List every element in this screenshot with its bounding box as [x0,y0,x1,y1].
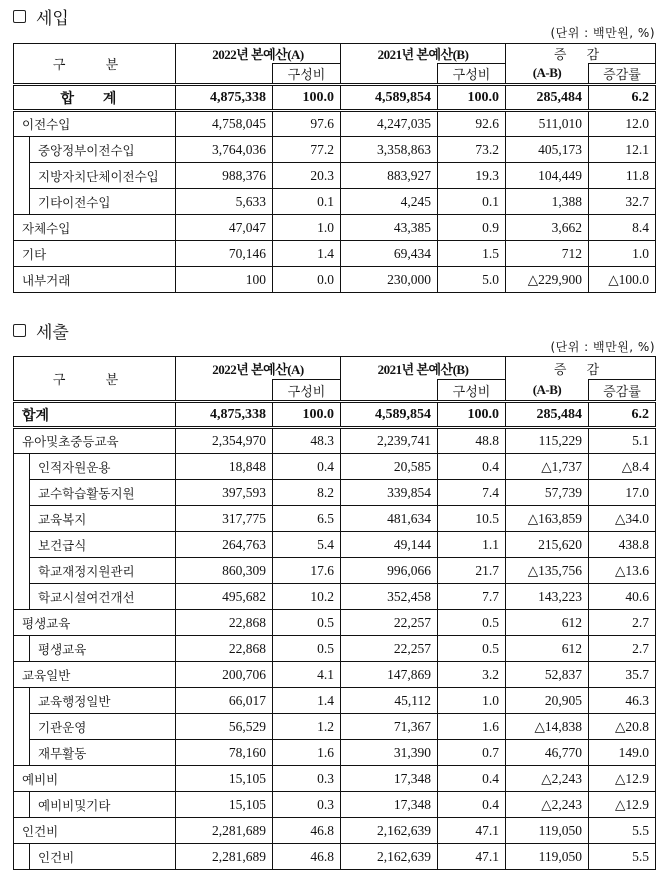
cell-rate: △12.9 [589,766,656,792]
cell-a: 988,376 [176,163,273,189]
indent-spacer [14,506,30,532]
cell-a: 66,017 [176,688,273,714]
cell-a-share: 6.5 [273,506,341,532]
total-a: 4,875,338 [176,85,273,111]
cell-rate: 8.4 [589,215,656,241]
cell-b-share: 0.9 [438,215,506,241]
cell-b: 22,257 [341,636,438,662]
cell-rate: 149.0 [589,740,656,766]
cell-b-share: 10.5 [438,506,506,532]
cell-a-share: 1.4 [273,241,341,267]
cell-rate: 5.1 [589,428,656,454]
table-row [14,584,656,610]
cell-a-share: 0.5 [273,636,341,662]
cell-b: 20,585 [341,454,438,480]
cell-b-share: 0.7 [438,740,506,766]
header-2021-amount [341,380,438,402]
total-b-share: 100.0 [438,402,506,428]
cell-diff: △135,756 [506,558,589,584]
cell-b-share: 7.7 [438,584,506,610]
cell-b-share: 7.4 [438,480,506,506]
cell-b: 3,358,863 [341,137,438,163]
cell-a-share: 97.6 [273,111,341,137]
cell-a-share: 46.8 [273,844,341,870]
cell-a: 2,281,689 [176,844,273,870]
cell-a: 860,309 [176,558,273,584]
cell-a: 56,529 [176,714,273,740]
cell-a-share: 0.4 [273,454,341,480]
total-a-share: 100.0 [273,85,341,111]
indent-spacer [14,844,30,870]
table-row [14,818,656,844]
expenditure-unit-note: (단위 : 백만원, %) [550,340,655,354]
cell-a: 2,281,689 [176,818,273,844]
cell-diff: 119,050 [506,844,589,870]
table-row [14,163,656,189]
table-row [14,558,656,584]
total-rate: 6.2 [589,402,656,428]
row-label: 예비비 [14,766,176,792]
header-2021-share: 구성비 [438,380,506,402]
cell-rate: △12.9 [589,792,656,818]
row-label: 내부거래 [14,267,176,293]
cell-a-share: 0.0 [273,267,341,293]
row-label: 인적자원운용 [30,454,176,480]
cell-a-share: 1.2 [273,714,341,740]
indent-spacer [14,740,30,766]
cell-diff: 612 [506,610,589,636]
cell-b-share: 92.6 [438,111,506,137]
header-diff: (A-B) [506,64,589,85]
cell-diff: 712 [506,241,589,267]
cell-b: 4,245 [341,189,438,215]
checkbox-square-icon [13,10,26,23]
total-row [14,85,656,111]
header-2021-amount [341,64,438,85]
table-row [14,714,656,740]
cell-b-share: 0.4 [438,766,506,792]
cell-rate: 1.0 [589,241,656,267]
cell-b-share: 19.3 [438,163,506,189]
row-label: 지방자치단체이전수입 [30,163,176,189]
cell-b: 31,390 [341,740,438,766]
cell-rate: 46.3 [589,688,656,714]
cell-diff: 612 [506,636,589,662]
cell-diff: △14,838 [506,714,589,740]
cell-diff: 46,770 [506,740,589,766]
total-label: 합계 [14,402,176,428]
cell-rate: △8.4 [589,454,656,480]
row-label: 학교시설여건개선 [30,584,176,610]
row-label: 평생교육 [30,636,176,662]
cell-b-share: 0.4 [438,454,506,480]
cell-a-share: 5.4 [273,532,341,558]
revenue-section-title [13,4,69,29]
header-change: 증 감 [506,44,656,64]
row-label: 인건비 [14,818,176,844]
cell-diff: 511,010 [506,111,589,137]
indent-spacer [14,584,30,610]
row-label: 기관운영 [30,714,176,740]
cell-b: 49,144 [341,532,438,558]
cell-diff: 143,223 [506,584,589,610]
cell-a: 317,775 [176,506,273,532]
row-label: 학교재정지원관리 [30,558,176,584]
indent-spacer [14,480,30,506]
table-row [14,506,656,532]
total-row [14,402,656,428]
indent-spacer [14,163,30,189]
cell-a: 100 [176,267,273,293]
cell-a: 22,868 [176,610,273,636]
indent-spacer [14,137,30,163]
cell-rate: 2.7 [589,636,656,662]
cell-rate: 11.8 [589,163,656,189]
cell-diff: △2,243 [506,766,589,792]
table-row [14,636,656,662]
cell-b: 22,257 [341,610,438,636]
cell-b-share: 21.7 [438,558,506,584]
total-a-share: 100.0 [273,402,341,428]
cell-diff: 104,449 [506,163,589,189]
cell-b: 45,112 [341,688,438,714]
cell-rate: 35.7 [589,662,656,688]
cell-rate: 12.1 [589,137,656,163]
table-row [14,844,656,870]
cell-b-share: 5.0 [438,267,506,293]
indent-spacer [14,792,30,818]
total-b: 4,589,854 [341,402,438,428]
table-row [14,241,656,267]
cell-diff: 57,739 [506,480,589,506]
row-label: 교수학습활동지원 [30,480,176,506]
table-row [14,189,656,215]
cell-a: 397,593 [176,480,273,506]
indent-spacer [14,688,30,714]
cell-diff: △163,859 [506,506,589,532]
cell-b-share: 1.6 [438,714,506,740]
row-label: 평생교육 [14,610,176,636]
cell-b: 230,000 [341,267,438,293]
cell-b: 2,162,639 [341,844,438,870]
indent-spacer [14,454,30,480]
table-row [14,688,656,714]
table-row [14,740,656,766]
cell-a-share: 4.1 [273,662,341,688]
cell-b-share: 0.5 [438,610,506,636]
total-label: 합 계 [14,85,176,111]
cell-rate: 5.5 [589,844,656,870]
cell-a: 15,105 [176,766,273,792]
cell-a-share: 20.3 [273,163,341,189]
cell-rate: △13.6 [589,558,656,584]
header-rate: 증감률 [589,64,656,85]
cell-a-share: 17.6 [273,558,341,584]
header-diff: (A-B) [506,380,589,402]
header-category: 구 분 [14,44,176,85]
cell-rate: 17.0 [589,480,656,506]
cell-a-share: 10.2 [273,584,341,610]
cell-a-share: 1.6 [273,740,341,766]
total-b-share: 100.0 [438,85,506,111]
row-label: 기타 [14,241,176,267]
cell-b: 2,239,741 [341,428,438,454]
total-diff: 285,484 [506,85,589,111]
cell-rate: 2.7 [589,610,656,636]
total-diff: 285,484 [506,402,589,428]
cell-b-share: 47.1 [438,844,506,870]
header-category: 구 분 [14,357,176,402]
cell-a-share: 0.1 [273,189,341,215]
cell-diff: △229,900 [506,267,589,293]
total-rate: 6.2 [589,85,656,111]
cell-b: 352,458 [341,584,438,610]
row-label: 중앙정부이전수입 [30,137,176,163]
cell-b: 17,348 [341,766,438,792]
table-row [14,792,656,818]
cell-diff: 3,662 [506,215,589,241]
cell-rate: 12.0 [589,111,656,137]
cell-b-share: 73.2 [438,137,506,163]
total-b: 4,589,854 [341,85,438,111]
cell-a: 495,682 [176,584,273,610]
cell-b-share: 0.1 [438,189,506,215]
cell-rate: △34.0 [589,506,656,532]
row-label: 유아및초중등교육 [14,428,176,454]
indent-spacer [14,532,30,558]
cell-diff: △2,243 [506,792,589,818]
expenditure-section-title [13,318,69,343]
cell-b: 17,348 [341,792,438,818]
cell-diff: 52,837 [506,662,589,688]
cell-a: 264,763 [176,532,273,558]
table-row [14,215,656,241]
cell-diff: 405,173 [506,137,589,163]
cell-a: 3,764,036 [176,137,273,163]
cell-a-share: 0.5 [273,610,341,636]
cell-b: 339,854 [341,480,438,506]
cell-a: 78,160 [176,740,273,766]
row-label: 교육복지 [30,506,176,532]
cell-a: 5,633 [176,189,273,215]
revenue-title-text: 세입 [36,9,69,29]
table-row [14,480,656,506]
checkbox-square-icon [13,324,26,337]
cell-b: 996,066 [341,558,438,584]
row-label: 이전수입 [14,111,176,137]
cell-a: 47,047 [176,215,273,241]
cell-a-share: 8.2 [273,480,341,506]
cell-b: 4,247,035 [341,111,438,137]
cell-b-share: 0.4 [438,792,506,818]
cell-a: 70,146 [176,241,273,267]
row-label: 예비비및기타 [30,792,176,818]
row-label: 보건급식 [30,532,176,558]
header-2021: 2021년 본예산(B) [341,357,506,380]
expenditure-title-text: 세출 [36,323,69,343]
row-label: 인건비 [30,844,176,870]
header-2021-share: 구성비 [438,64,506,85]
table-row [14,610,656,636]
table-row [14,532,656,558]
indent-spacer [14,714,30,740]
cell-rate: △20.8 [589,714,656,740]
revenue-table [13,43,656,293]
cell-b: 883,927 [341,163,438,189]
total-a: 4,875,338 [176,402,273,428]
cell-rate: 438.8 [589,532,656,558]
header-change: 증 감 [506,357,656,380]
row-label: 기타이전수입 [30,189,176,215]
cell-b-share: 47.1 [438,818,506,844]
table-row [14,454,656,480]
cell-diff: 20,905 [506,688,589,714]
cell-b: 2,162,639 [341,818,438,844]
cell-b-share: 1.1 [438,532,506,558]
cell-b: 71,367 [341,714,438,740]
cell-a-share: 0.3 [273,792,341,818]
cell-a: 15,105 [176,792,273,818]
header-2022-amount [176,380,273,402]
cell-b-share: 48.8 [438,428,506,454]
expenditure-table [13,356,656,870]
cell-rate: 40.6 [589,584,656,610]
row-label: 교육행정일반 [30,688,176,714]
cell-b-share: 0.5 [438,636,506,662]
cell-b-share: 3.2 [438,662,506,688]
cell-rate: 5.5 [589,818,656,844]
table-row [14,111,656,137]
cell-a: 22,868 [176,636,273,662]
row-label: 교육일반 [14,662,176,688]
cell-diff: △1,737 [506,454,589,480]
cell-a: 18,848 [176,454,273,480]
cell-a: 200,706 [176,662,273,688]
indent-spacer [14,558,30,584]
cell-b: 69,434 [341,241,438,267]
cell-diff: 215,620 [506,532,589,558]
header-2022-amount [176,64,273,85]
header-2022-share: 구성비 [273,64,341,85]
cell-a-share: 0.3 [273,766,341,792]
indent-spacer [14,189,30,215]
header-2022-share: 구성비 [273,380,341,402]
cell-b: 481,634 [341,506,438,532]
cell-rate: 32.7 [589,189,656,215]
table-row [14,137,656,163]
cell-a-share: 46.8 [273,818,341,844]
cell-rate: △100.0 [589,267,656,293]
cell-b-share: 1.0 [438,688,506,714]
table-row [14,267,656,293]
indent-spacer [14,636,30,662]
table-row [14,428,656,454]
header-2021: 2021년 본예산(B) [341,44,506,64]
cell-b-share: 1.5 [438,241,506,267]
row-label: 자체수입 [14,215,176,241]
cell-diff: 1,388 [506,189,589,215]
row-label: 재무활동 [30,740,176,766]
cell-diff: 119,050 [506,818,589,844]
table-row [14,662,656,688]
cell-a-share: 1.4 [273,688,341,714]
revenue-unit-note: (단위 : 백만원, %) [550,26,655,40]
table-row [14,766,656,792]
cell-a-share: 77.2 [273,137,341,163]
cell-a: 4,758,045 [176,111,273,137]
header-2022: 2022년 본예산(A) [176,357,341,380]
cell-a: 2,354,970 [176,428,273,454]
header-rate: 증감률 [589,380,656,402]
cell-b: 147,869 [341,662,438,688]
header-2022: 2022년 본예산(A) [176,44,341,64]
cell-a-share: 1.0 [273,215,341,241]
cell-b: 43,385 [341,215,438,241]
cell-a-share: 48.3 [273,428,341,454]
cell-diff: 115,229 [506,428,589,454]
